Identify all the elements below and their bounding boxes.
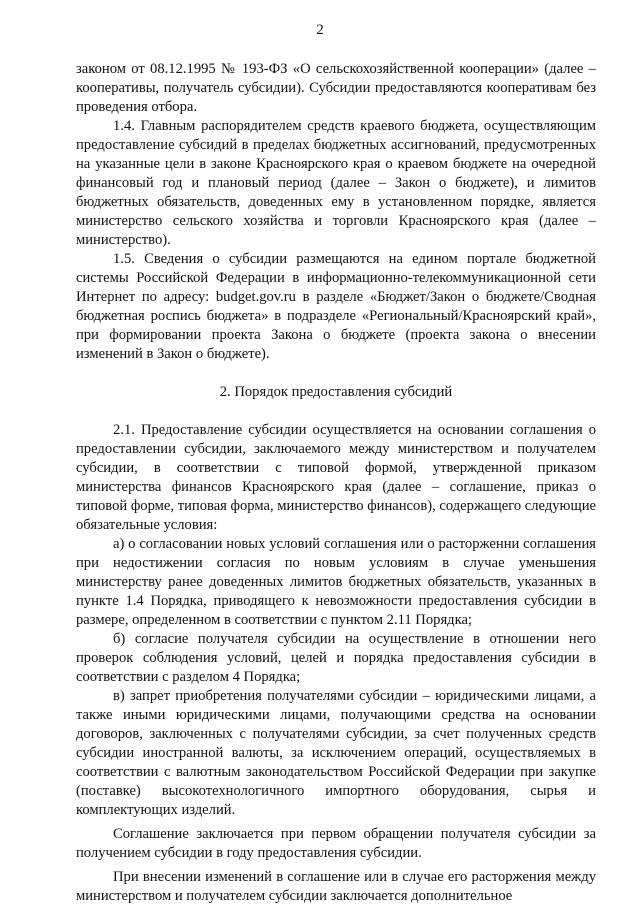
section-heading: 2. Порядок предоставления субсидий	[219, 384, 453, 400]
document-body	[76, 60, 596, 906]
paragraph-amendments: При внесении изменений в соглашение или в случае его расторжения между министерством и получателем субсидии заключается дополнительное	[76, 869, 596, 904]
paragraph-condition-a: а) о согласовании новых условий соглашения или о расторженни соглашения при недостижении согласия по новым условиям в случае уменьшения министерству ранее доведенных лимитов бюджетных обязательств, указанных в пункте 1.4 Порядка, приводящего к невозможности предоставления субсидии в размере, определенном в соответствии с пунктом 2.11 Порядка;	[76, 536, 596, 628]
page-number: 2	[316, 22, 324, 38]
paragraph-2-1: 2.1. Предоставление субсидии осуществляется на основании соглашения о предоставлении субсидии, заключаемого между министерством и получателем субсидии, в соответствии с типовой формой, утвержденной приказом министерства финансов Красноярского края (далее – соглашение, приказ о типовой форме, типовая форма, министерство финансов), содержащего следующие обязательные условия:	[76, 422, 596, 533]
paragraph-condition-v: в) запрет приобретения получателями субсидии – юридическими лицами, а также иными юридическими лицами, получающими средства на основании договоров, заключенных с получателями субсидии, за счет полученных средств субсидии иностранной валюты, за исключением операций, осуществляемых в соответствии с валютным законодательством Российской Федерации при закупке (поставке) высокотехнологичного импортного оборудования, сырья и комплектующих изделий.	[76, 688, 596, 818]
paragraph-condition-b: б) согласие получателя субсидии на осуществление в отношении него проверок соблюдения условий, целей и порядка предоставления субсидии в соответствии с разделом 4 Порядка;	[76, 631, 596, 685]
paragraph-cooperatives: законом от 08.12.1995 № 193-ФЗ «О сельскохозяйственной кооперации» (далее – кооперативы, получатель субсидии). Субсидии предоставляются кооперативам без проведения отбора.	[76, 61, 596, 115]
paragraph-agreement: Соглашение заключается при первом обращении получателя субсидии за получением субсидии в году предоставления субсидии.	[76, 826, 596, 861]
paragraph-1-5: 1.5. Сведения о субсидии размещаются на едином портале бюджетной системы Российской Федерации в информационно-телекоммуникационной сети Интернет по адресу: budget.gov.ru в разделе «Бюджет/Закон о бюджете/Сводная бюджетная роспись бюджета» в подразделе «Региональный/Красноярский край», при формировании проекта Закона о бюджете (проекта закона о внесении изменений в Закон о бюджете).	[76, 251, 596, 362]
paragraph-1-4: 1.4. Главным распорядителем средств краевого бюджета, осуществляющим предоставление субсидий в пределах бюджетных ассигнований, предусмотренных на указанные цели в законе Красноярского края о краевом бюджете на очередной финансовый год и плановый период (далее – Закон о бюджете), и лимитов бюджетных обязательств, доведенных ему в установленном порядке, является министерство сельского хозяйства и торговли Красноярского края (далее – министерство).	[76, 118, 596, 248]
